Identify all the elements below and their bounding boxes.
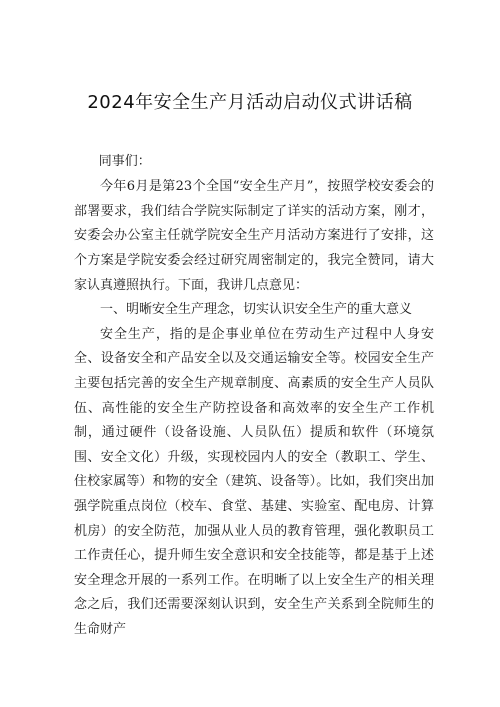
paragraph-safety-concept: 安全生产，指的是企事业单位在劳动生产过程中人身安全、设备安全和产品安全以及交通运输安全等。校园安全生产主要包括完善的安全生产规章制度、高素质的安全生产人员队伍、高性能的安全生产防控设备和高效率的安全生产工作机制，通过硬件（设备设施、人员队伍）提质和软件（环境氛围、安全文化）升级，实现校园内人的安全（教职工、学生、住校家属等）和物的安全（建筑、设备等）。比如，我们突出加强学院重点岗位（校车、食堂、基建、实验室、配电房、计算机房）的安全防范，加强从业人员的教育管理，强化教职员工工作责任心，提升师生安全意识和安全技能等，都是基于上述安全理念开展的一系列工作。在明晰了以上安全生产的相关理念之后，我们还需要深刻认识到，安全生产关系到全院师生的生命财产 bbox=[74, 326, 434, 637]
section-heading-1: 一、明晰安全生产理念，切实认识安全生产的重大意义 bbox=[100, 302, 413, 318]
salutation: 同事们： bbox=[98, 154, 151, 169]
paragraph-intro: 今年6月是第23个全国“安全生产月”，按照学校安委会的部署要求，我们结合学院实际制定了详实的活动方案，刚才，安委会办公室主任就学院安全生产月活动方案进行了安排，这个方案是学院安委会经过研究周密制定的，我完全赞同，请大家认真遵照执行。下面，我讲几点意见： bbox=[74, 179, 434, 293]
document-body bbox=[74, 150, 434, 642]
document-title: 2024年安全生产月活动启动仪式讲话稿 bbox=[87, 92, 413, 113]
